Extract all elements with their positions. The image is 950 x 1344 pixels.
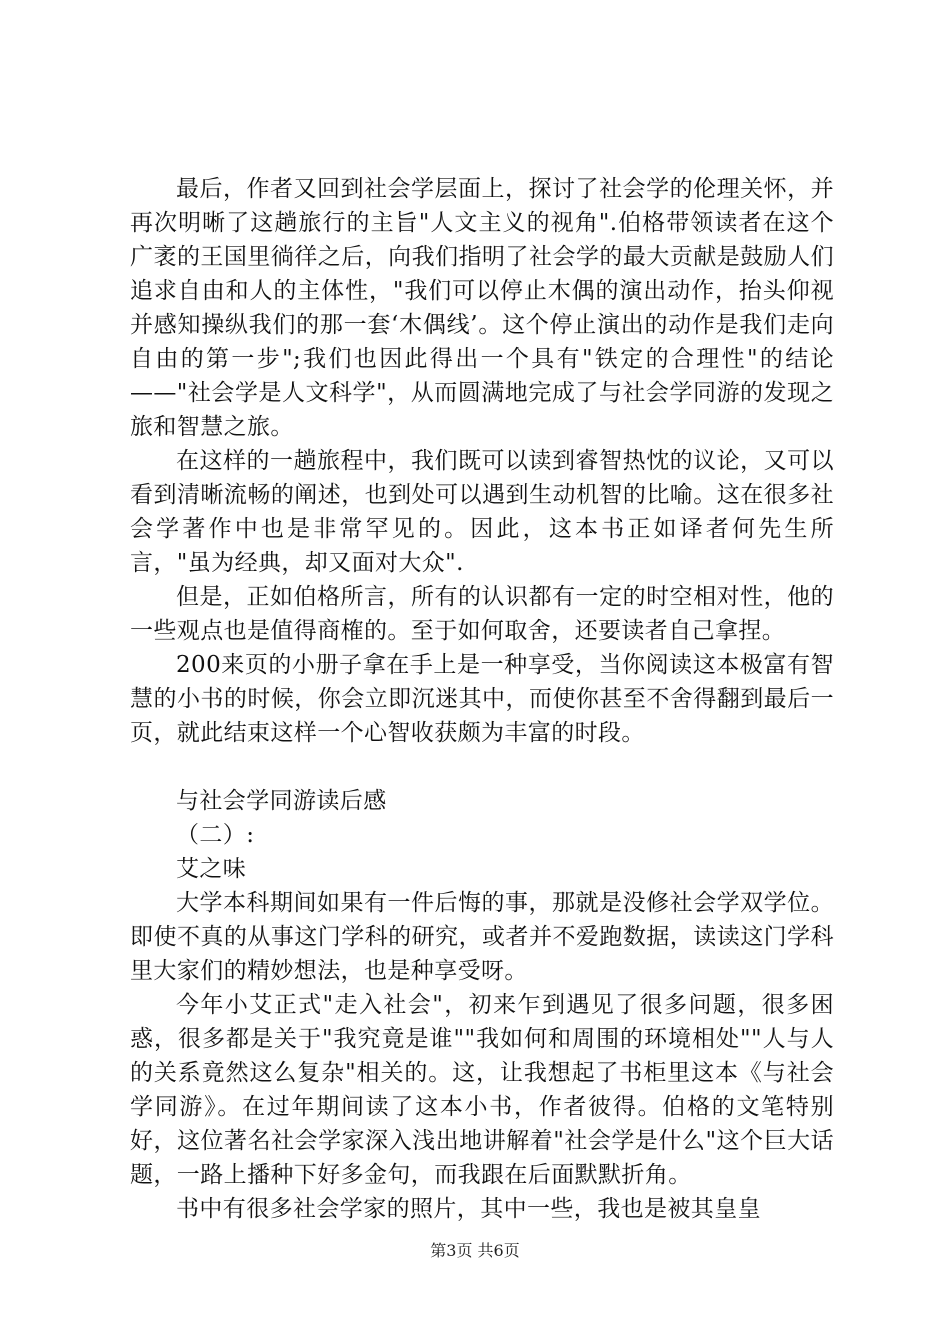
page-number-footer: 第3页 共6页 xyxy=(430,1241,520,1260)
paragraph: 在这样的一趟旅程中，我们既可以读到睿智热忱的议论，又可以看到清晰流畅的阐述，也到处可以遇到生动机智的比喻。这在很多社会学著作中也是非常罕见的。因此，这本书正如译者何先生所言，"虽为经典，却又面对大众". xyxy=(130,448,834,576)
section-title: 与社会学同游读后感 xyxy=(176,788,387,814)
blank-line xyxy=(130,750,834,784)
section-number: （二）: xyxy=(176,822,255,848)
document-body xyxy=(130,172,834,1226)
paragraph: 书中有很多社会学家的照片，其中一些，我也是被其皇皇 xyxy=(176,1196,761,1222)
author-name: 艾之味 xyxy=(176,856,247,882)
paragraph: 200来页的小册子拿在手上是一种享受，当你阅读这本极富有智慧的小书的时候，你会立即沉迷其中，而使你甚至不舍得翻到最后一页，就此结束这样一个心智收获颇为丰富的时段。 xyxy=(130,652,834,746)
paragraph: 最后，作者又回到社会学层面上，探讨了社会学的伦理关怀，并再次明晰了这趟旅行的主旨"人文主义的视角".伯格带领读者在这个广袤的王国里徜徉之后，向我们指明了社会学的最大贡献是鼓励人们追求自由和人的主体性，"我们可以停止木偶的演出动作，抬头仰视并感知操纵我们的那一套‘木偶线’。这个停止演出的动作是我们走向自由的第一步";我们也因此得出一个具有"铁定的合理性"的结论——"社会学是人文科学"，从而圆满地完成了与社会学同游的发现之旅和智慧之旅。 xyxy=(130,176,834,440)
paragraph: 今年小艾正式"走入社会"，初来乍到遇见了很多问题，很多困惑，很多都是关于"我究竟是谁""我如何和周围的环境相处""人与人的关系竟然这么复杂"相关的。这，让我想起了书柜里这本《与社会学同游》。在过年期间读了这本小书，作者彼得。伯格的文笔特别好，这位著名社会学家深入浅出地讲解着"社会学是什么"这个巨大话题，一路上播种下好多金句，而我跟在后面默默折角。 xyxy=(130,992,834,1188)
paragraph: 大学本科期间如果有一件后悔的事，那就是没修社会学双学位。即使不真的从事这门学科的研究，或者并不爱跑数据，读读这门学科里大家们的精妙想法，也是种享受呀。 xyxy=(130,890,834,984)
paragraph: 但是，正如伯格所言，所有的认识都有一定的时空相对性，他的一些观点也是值得商榷的。至于如何取舍，还要读者自己拿捏。 xyxy=(130,584,834,644)
